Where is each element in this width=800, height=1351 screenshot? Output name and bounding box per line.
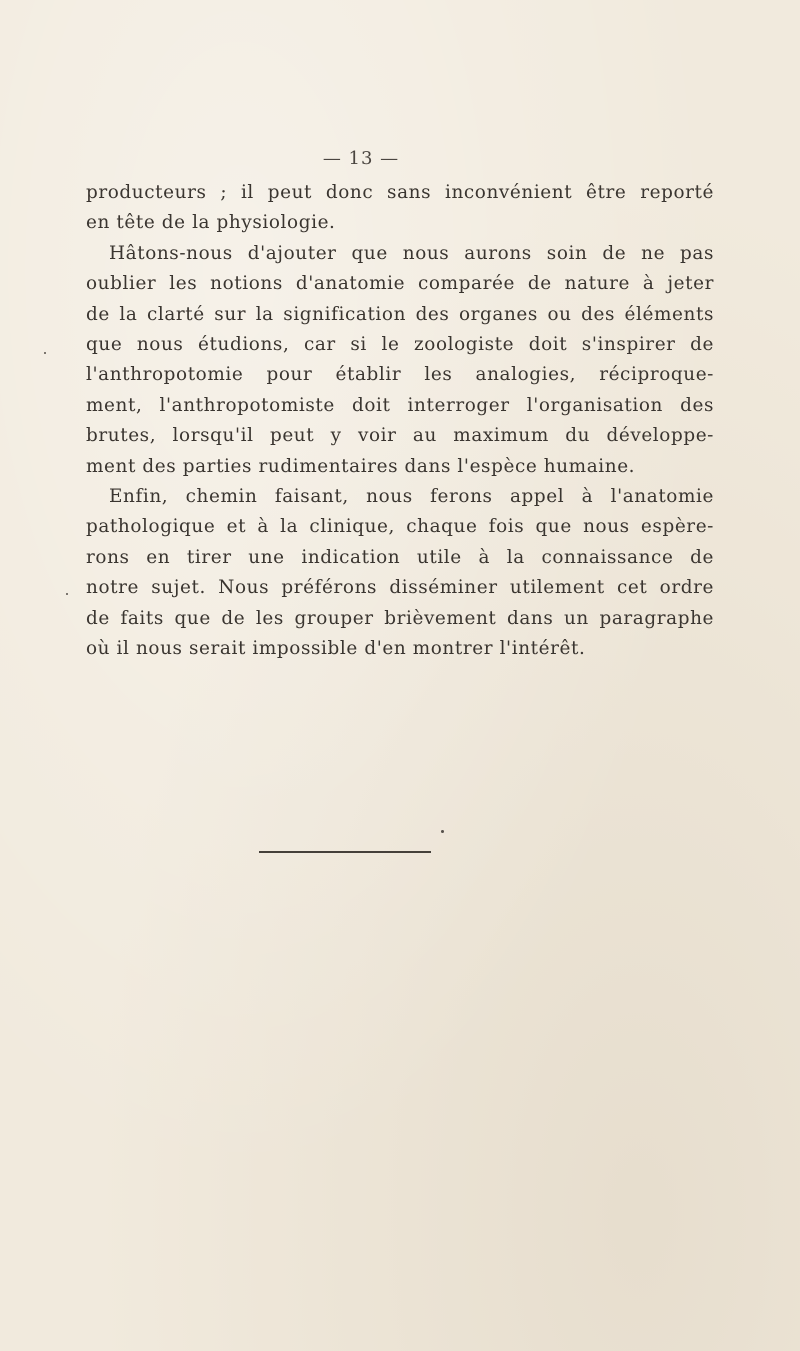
text-line: de faits que de les grouper brièvement dans un paragraphe — [86, 607, 714, 629]
text-line: ment, l'anthropotomiste doit interroger l'organisation des — [86, 394, 714, 416]
text-line: de la clarté sur la signification des organes ou des éléments — [86, 303, 714, 325]
ink-speck — [441, 830, 444, 833]
text-line: notre sujet. Nous préférons disséminer utilement cet ordre — [86, 577, 714, 599]
page-number: — 13 — — [322, 148, 400, 169]
text-line: où il nous serait impossible d'en montrer l'intérêt. — [86, 638, 586, 660]
text-line: pathologique et à la clinique, chaque fois que nous espère- — [86, 516, 714, 538]
text-line: que nous étudions, car si le zoologiste doit s'inspirer de — [86, 334, 714, 356]
text-line: Hâtons-nous d'ajouter que nous aurons soin de ne pas — [109, 242, 714, 264]
text-line: rons en tirer une indication utile à la connaissance de — [86, 546, 714, 568]
ink-speck — [66, 593, 68, 595]
text-line: oublier les notions d'anatomie comparée de nature à jeter — [86, 273, 714, 295]
body-text — [86, 178, 714, 665]
text-line: Enfin, chemin faisant, nous ferons appel à l'anatomie — [109, 486, 714, 508]
text-line: ment des parties rudimentaires dans l'espèce humaine. — [86, 455, 636, 477]
text-line: brutes, lorsqu'il peut y voir au maximum du développe- — [86, 425, 714, 447]
ink-speck — [44, 352, 46, 354]
text-line: l'anthropotomie pour établir les analogies, réciproque- — [86, 364, 714, 386]
section-divider — [259, 851, 431, 853]
text-line: en tête de la physiologie. — [86, 212, 336, 234]
text-line: producteurs ; il peut donc sans inconvénient être reporté — [86, 182, 714, 203]
